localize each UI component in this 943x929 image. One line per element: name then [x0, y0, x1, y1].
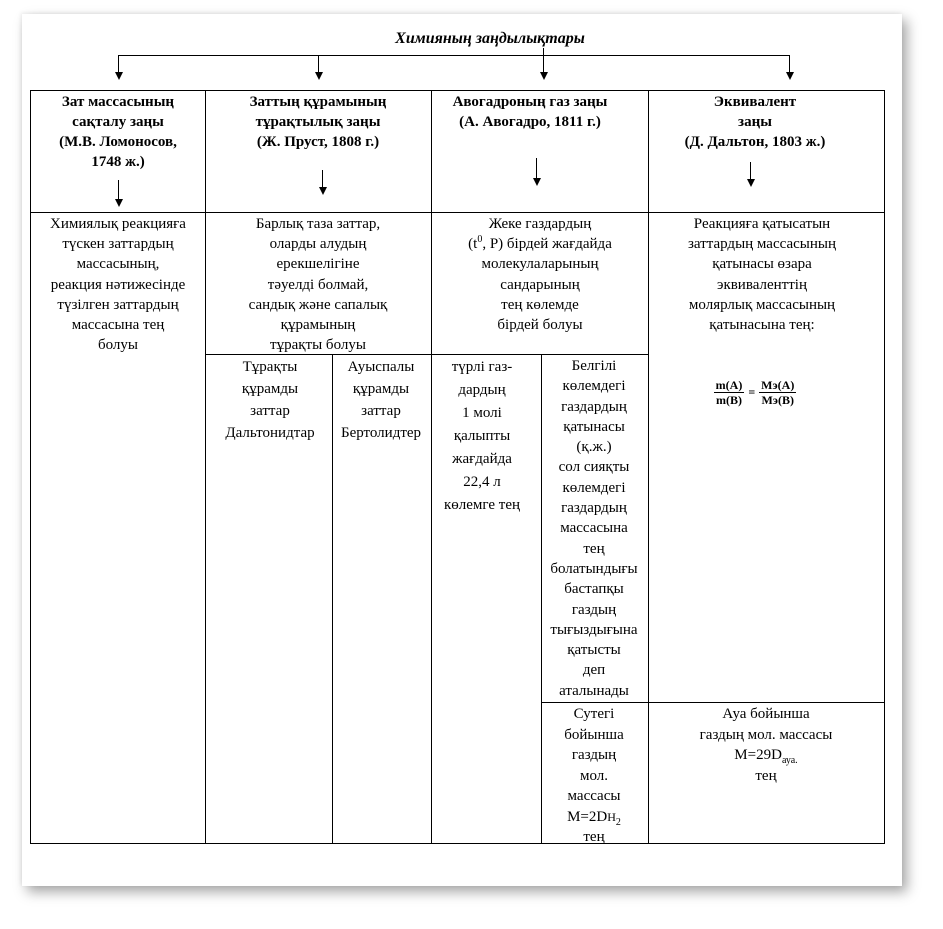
molar-volume-law-line: қалыпты — [453, 428, 511, 444]
law-description-3-line: ($t^0$, P) бірдей жағдайда — [468, 234, 612, 253]
law-header-3-line: Авогадроның газ заңы — [452, 94, 608, 110]
law-header-2-line: (Ж. Пруст, 1808 г.) — [256, 134, 380, 150]
formula-lhs-numerator: m(A) — [715, 378, 743, 392]
top-arrow-2-head — [315, 72, 323, 80]
law-description-1-line: Химиялық реакцияға — [50, 216, 186, 232]
law-description-2-line: оларды алудың — [269, 236, 367, 253]
air-molar-mass-line: $M=29D_{ауа.}$ — [734, 747, 798, 766]
molar-volume-law-line: 22,4 л — [463, 474, 501, 490]
law-description-4-line: молярлық массасының — [688, 296, 836, 313]
law-description-1-line: массасының, — [76, 256, 160, 273]
relative-density-law-line: газдардың — [561, 500, 627, 517]
relative-density-law-line: қатынасы — [563, 418, 625, 435]
law-arrow-1-shaft — [118, 180, 119, 201]
law-description-3-line: Жеке газдардың — [488, 216, 592, 232]
air-molar-mass-line: газдың мол. массасы — [699, 726, 833, 743]
col-sep-1 — [205, 90, 206, 844]
law-description-1-line: түзілген заттардың — [57, 296, 179, 313]
law-header-4-line: (Д. Дальтон, 1803 ж.) — [684, 134, 826, 150]
top-arrow-1-head — [115, 72, 123, 80]
relative-density-law-line: сол сияқты — [558, 459, 630, 476]
law-description-1-line: массасына тең — [71, 317, 165, 334]
law-arrow-2-head — [319, 187, 327, 195]
law-description-2-line: сандық және сапалық — [248, 296, 388, 313]
equivalent-formula — [700, 378, 810, 407]
law-description-2-line: ерекшелігіне — [276, 256, 360, 273]
relative-density-law-line: болатындығы — [550, 560, 638, 577]
law-description-4-line: Реакцияға қатысатын — [693, 216, 831, 232]
header-bottom — [30, 212, 885, 213]
constant-composition-substances-line: заттар — [250, 403, 290, 419]
law-description-1-line: болуы — [98, 337, 138, 354]
law-header-2-line: тұрақтылық заңы — [255, 114, 381, 130]
relative-density-law-line: газдың — [571, 601, 617, 618]
top-arrow-3-head — [540, 72, 548, 80]
variable-composition-substances-line: заттар — [361, 403, 401, 419]
constant-composition-substances-line: құрамды — [241, 381, 299, 397]
law-description-1-line: түскен заттардың — [62, 236, 174, 253]
molar-volume-law-line: түрлі газ- — [451, 359, 513, 375]
relative-density-law-line: көлемдегі — [562, 378, 626, 395]
law-description-3 — [430, 214, 650, 335]
air-molar-mass-line: Ауа бойынша — [722, 706, 810, 722]
relative-density-law-line: тығыздығына — [550, 621, 638, 638]
law-description-2-line: Барлық таза заттар, — [255, 216, 381, 232]
relative-density-law-line: деп — [582, 662, 606, 679]
law-header-1-line: сақталу заңы — [72, 114, 164, 130]
law-header-3-line: (А. Авогадро, 1811 г.) — [459, 114, 601, 130]
law-header-1-line: (М.В. Ломоносов, — [59, 134, 177, 150]
law-header-4 — [645, 92, 865, 152]
air-molar-mass-line: тең — [755, 767, 777, 784]
law-description-3-line: тең көлемде — [501, 296, 579, 313]
law-description-2 — [208, 214, 428, 355]
law-header-4-line: заңы — [738, 114, 772, 130]
law-arrow-4-head — [747, 179, 755, 187]
constant-composition-substances-line: Тұрақты — [242, 359, 298, 375]
avogadro-sub-top — [431, 354, 648, 355]
law-header-4-line: Эквивалент — [713, 94, 797, 110]
law-description-3-line: бірдей болуы — [497, 317, 583, 334]
relative-density-law-line: бастапқы — [564, 581, 624, 598]
formula-lhs-denominator: m(B) — [715, 393, 742, 407]
hydrogen-molar-mass-line: мол. — [579, 767, 609, 784]
relative-density-law-line: газдардың — [561, 398, 627, 415]
variable-composition-substances-line: құрамды — [352, 381, 410, 397]
molar-volume-law-line: жағдайда — [452, 451, 512, 467]
table-right — [884, 90, 885, 844]
law-header-1 — [8, 92, 228, 172]
table-left — [30, 90, 31, 844]
law-description-3-line: молекулаларының — [481, 256, 599, 273]
top-arrow-4-head — [786, 72, 794, 80]
law-header-2-line: Заттың құрамының — [249, 94, 387, 110]
law-description-1 — [8, 214, 228, 355]
page-title: Химияның заңдылықтары — [395, 30, 585, 47]
law-description-4-line: қатынасы өзара — [712, 256, 812, 273]
law-description-4 — [652, 214, 872, 335]
molar-volume-law-line: көлемге тең — [443, 497, 521, 513]
law-description-2-line: тәуелді болмай, — [267, 276, 369, 293]
molar-volume-law-line: дардың — [458, 382, 506, 398]
law-header-3 — [420, 92, 640, 132]
relative-density-law-line: қатысты — [567, 642, 621, 659]
formula-rhs-numerator: Mэ(A) — [761, 378, 795, 392]
relative-density-law-line: аталынады — [559, 682, 629, 699]
hydrogen-molar-mass-line: бойынша — [564, 726, 624, 743]
relative-density-law-line: (қ.ж.) — [576, 439, 612, 456]
hydrogen-molar-mass-line: массасы — [567, 788, 621, 804]
law-description-4-line: қатынасына тең: — [709, 317, 815, 334]
air-molar-mass — [656, 704, 876, 786]
law-arrow-1-head — [115, 199, 123, 207]
relative-density-law-line: Белгілі — [571, 358, 617, 374]
relative-density-law-line: массасына — [560, 520, 628, 537]
bracket-horizontal — [118, 55, 789, 56]
constant-composition-substances-line: Дальтонидтар — [225, 425, 315, 441]
law-description-2-line: тұрақты болуы — [270, 337, 366, 354]
variable-composition-substances-line: Бертолидтер — [340, 425, 422, 441]
law-description-2-line: құрамының — [280, 317, 356, 334]
relative-density-law-line: көлемдегі — [562, 479, 626, 496]
law-description-3-line: сандарының — [500, 276, 580, 293]
law-description-4-line: эквиваленттің — [717, 276, 807, 293]
table-bottom — [30, 843, 885, 844]
law-description-1-line: реакция нәтижесінде — [50, 276, 186, 293]
hydrogen-molar-mass-line: Сутегі — [573, 706, 615, 722]
molar-volume-law-line: 1 молі — [462, 405, 502, 421]
law-arrow-3-shaft — [536, 158, 537, 180]
table-top — [30, 90, 885, 91]
law-header-2 — [208, 92, 428, 152]
variable-composition-substances-line: Ауыспалы — [347, 359, 415, 375]
formula-rhs-denominator: Mэ(B) — [761, 393, 794, 407]
relative-density-law-line: тең — [583, 540, 605, 557]
law-arrow-3-head — [533, 178, 541, 186]
hydrogen-molar-mass-line: $M=2DH_2$ — [567, 808, 621, 828]
law-header-1-line: 1748 ж.) — [91, 154, 145, 170]
law-header-1-line: Зат массасының — [61, 94, 175, 110]
hydrogen-molar-mass-line: газдың — [571, 747, 617, 763]
hydrogen-molar-mass-line: тең — [583, 829, 605, 845]
formula-equals: = — [748, 385, 756, 399]
hydrogen-top — [541, 702, 885, 703]
law-description-4-line: заттардың массасының — [687, 236, 836, 253]
relative-density-law — [484, 356, 704, 701]
